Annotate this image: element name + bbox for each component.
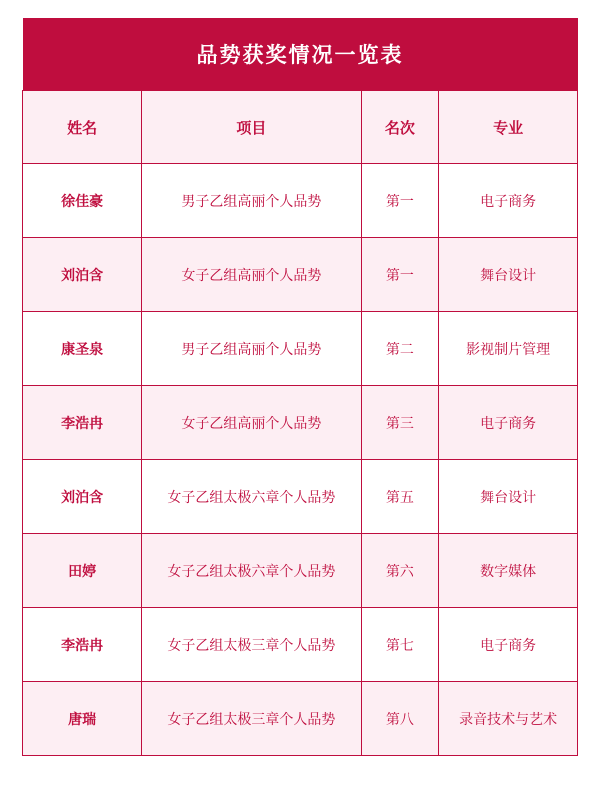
cell-rank: 第七 <box>361 608 439 682</box>
cell-name: 李浩冉 <box>23 608 142 682</box>
table-row <box>23 312 578 386</box>
table-row <box>23 460 578 534</box>
cell-name: 刘泊含 <box>23 238 142 312</box>
column-header-rank: 名次 <box>361 91 439 164</box>
table-row <box>23 534 578 608</box>
cell-rank: 第五 <box>361 460 439 534</box>
table-row <box>23 682 578 756</box>
cell-major: 舞台设计 <box>439 238 578 312</box>
table-row <box>23 164 578 238</box>
cell-major: 录音技术与艺术 <box>439 682 578 756</box>
table-head <box>23 18 578 164</box>
cell-name: 唐瑞 <box>23 682 142 756</box>
cell-project: 女子乙组太极六章个人品势 <box>142 534 361 608</box>
cell-major: 影视制片管理 <box>439 312 578 386</box>
column-header-name: 姓名 <box>23 91 142 164</box>
table-body <box>23 164 578 756</box>
table-header-row <box>23 91 578 164</box>
cell-project: 女子乙组太极三章个人品势 <box>142 682 361 756</box>
award-table-container <box>22 18 578 769</box>
table-row <box>23 608 578 682</box>
cell-project: 女子乙组高丽个人品势 <box>142 238 361 312</box>
column-header-major: 专业 <box>439 91 578 164</box>
cell-rank: 第二 <box>361 312 439 386</box>
column-header-project: 项目 <box>142 91 361 164</box>
cell-rank: 第一 <box>361 238 439 312</box>
cell-project: 男子乙组高丽个人品势 <box>142 312 361 386</box>
table-row <box>23 386 578 460</box>
cell-project: 女子乙组太极六章个人品势 <box>142 460 361 534</box>
table-title-row <box>23 18 578 91</box>
cell-rank: 第八 <box>361 682 439 756</box>
cell-major: 电子商务 <box>439 608 578 682</box>
award-table <box>22 18 578 756</box>
cell-project: 男子乙组高丽个人品势 <box>142 164 361 238</box>
cell-major: 舞台设计 <box>439 460 578 534</box>
table-row <box>23 238 578 312</box>
page-title: 品势获奖情况一览表 <box>23 18 578 91</box>
cell-project: 女子乙组太极三章个人品势 <box>142 608 361 682</box>
cell-name: 李浩冉 <box>23 386 142 460</box>
cell-name: 田婷 <box>23 534 142 608</box>
cell-rank: 第六 <box>361 534 439 608</box>
cell-major: 电子商务 <box>439 164 578 238</box>
cell-name: 刘泊含 <box>23 460 142 534</box>
cell-major: 电子商务 <box>439 386 578 460</box>
cell-major: 数字媒体 <box>439 534 578 608</box>
cell-name: 徐佳豪 <box>23 164 142 238</box>
cell-name: 康圣泉 <box>23 312 142 386</box>
cell-rank: 第一 <box>361 164 439 238</box>
cell-project: 女子乙组高丽个人品势 <box>142 386 361 460</box>
cell-rank: 第三 <box>361 386 439 460</box>
